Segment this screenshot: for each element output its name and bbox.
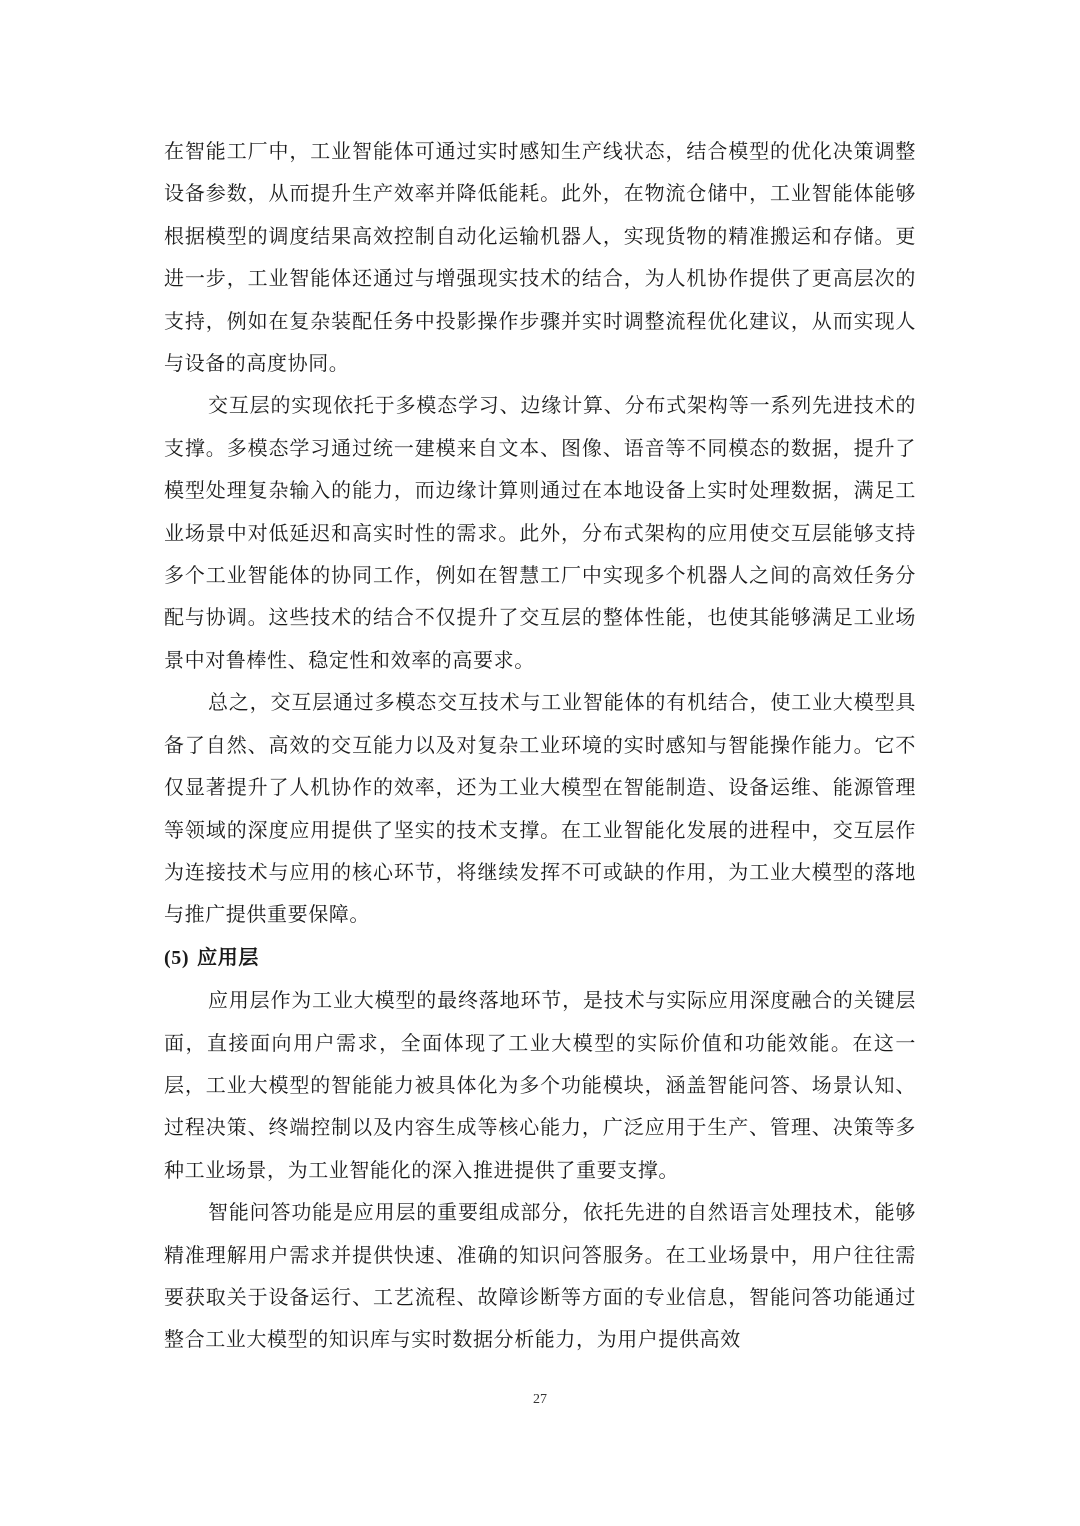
section-heading-number: (5) (164, 946, 190, 969)
paragraph-smart-qa: 智能问答功能是应用层的重要组成部分，依托先进的自然语言处理技术，能够精准理解用户需求并提供快速、准确的知识问答服务。在工业场景中，用户往往需要获取关于设备运行、工艺流程、故障诊断等方面的专业信息，智能问答功能通过整合工业大模型的知识库与实时数据分析能力，为用户提供高效 (164, 1200, 916, 1352)
paragraph-summary: 总之，交互层通过多模态交互技术与工业智能体的有机结合，使工业大模型具备了自然、高效的交互能力以及对复杂工业环境的实时感知与智能操作能力。它不仅显著提升了人机协作的效率，还为工业大模型在智能制造、设备运维、能源管理等领域的深度应用提供了坚实的技术支撑。在工业智能化发展的进程中，交互层作为连接技术与应用的核心环节，将继续发挥不可或缺的作用，为工业大模型的落地与推广提供重要保障。 (164, 690, 916, 927)
section-heading-title: 应用层 (197, 944, 259, 969)
page-number: 27 (533, 1392, 547, 1407)
paragraph-continued: 在智能工厂中，工业智能体可通过实时感知生产线状态，结合模型的优化决策调整设备参数，从而提升生产效率并降低能耗。此外，在物流仓储中，工业智能体能够根据模型的调度结果高效控制自动化运输机器人，实现货物的精准搬运和存储。更进一步，工业智能体还通过与增强现实技术的结合，为人机协作提供了更高层次的支持，例如在复杂装配任务中投影操作步骤并实时调整流程优化建议，从而实现人与设备的高度协同。 (164, 139, 916, 376)
paragraph-application-layer: 应用层作为工业大模型的最终落地环节，是技术与实际应用深度融合的关键层面，直接面向用户需求，全面体现了工业大模型的实际价值和功能效能。在这一层，工业大模型的智能能力被具体化为多个功能模块，涵盖智能问答、场景认知、过程决策、终端控制以及内容生成等核心能力，广泛应用于生产、管理、决策等多种工业场景，为工业智能化的深入推进提供了重要支撑。 (164, 988, 916, 1182)
paragraph-interaction-tech: 交互层的实现依托于多模态学习、边缘计算、分布式架构等一系列先进技术的支撑。多模态学习通过统一建模来自文本、图像、语音等不同模态的数据，提升了模型处理复杂输入的能力，而边缘计算则通过在本地设备上实时处理数据，满足工业场景中对低延迟和高实时性的需求。此外，分布式架构的应用使交互层能够支持多个工业智能体的协同工作，例如在智慧工厂中实现多个机器人之间的高效任务分配与协调。这些技术的结合不仅提升了交互层的整体性能，也使其能够满足工业场景中对鲁棒性、稳定性和效率的高要求。 (164, 393, 916, 672)
body-text (164, 130, 916, 1361)
section-heading (164, 936, 916, 979)
